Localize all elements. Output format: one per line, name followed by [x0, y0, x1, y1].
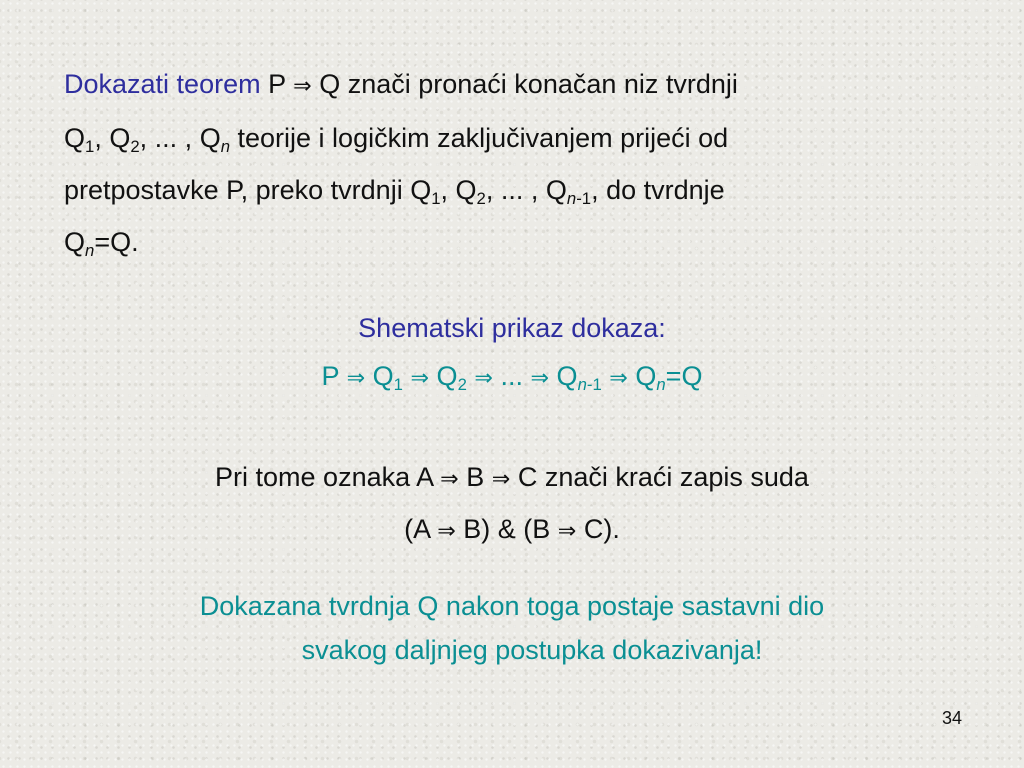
implies-arrow: ⇒: [440, 466, 459, 492]
conclusion-highlight: [0, 584, 1024, 672]
implication-chain: P ⇒ $Q_1$ ⇒ $Q_2$ ⇒ ... ⇒ $Q_{n-1}$ ⇒ $Q_n=Q$: [321, 361, 703, 395]
theorem-definition: [64, 58, 944, 268]
implies-arrow: ⇒: [293, 73, 312, 99]
implies-arrow: ⇒: [609, 365, 628, 391]
intro-line-3: pretpostavke P, preko tvrdnji $Q_1$, $Q_2$, ... , $Q_{n-1}$, do tvrdnje: [64, 175, 725, 209]
scheme-title: Shematski prikaz dokaza:: [358, 313, 666, 343]
notation-note: [0, 452, 1024, 556]
highlight-line-2: svakog daljnjeg postupka dokazivanja!: [301, 635, 763, 665]
implies-arrow: ⇒: [437, 518, 456, 544]
implies-arrow: ⇒: [474, 365, 493, 391]
intro-line-1: Dokazati teorem P ⇒ Q znači pronaći konačan niz tvrdnji: [64, 69, 738, 99]
note-line-2: (A ⇒ B) & (B ⇒ C).: [404, 514, 620, 544]
highlight-line-1: Dokazana tvrdnja Q nakon toga postaje sastavni dio: [199, 591, 825, 621]
note-line-1: Pri tome oznaka A ⇒ B ⇒ C znači kraći zapis suda: [215, 462, 809, 492]
intro-line-2: $Q_1$, $Q_2$, ... , $Q_n$ teorije i logičkim zaključivanjem prijeći od: [64, 123, 729, 157]
implies-arrow: ⇒: [557, 518, 577, 544]
implies-arrow: ⇒: [346, 365, 366, 391]
term-prove-theorem: Dokazati teorem: [64, 69, 261, 99]
implies-arrow: ⇒: [530, 365, 550, 391]
intro-line-4: $Q_n=Q$.: [64, 227, 139, 261]
implies-arrow: ⇒: [410, 365, 430, 391]
implies-arrow: ⇒: [491, 466, 511, 492]
page-number: 34: [941, 708, 962, 728]
